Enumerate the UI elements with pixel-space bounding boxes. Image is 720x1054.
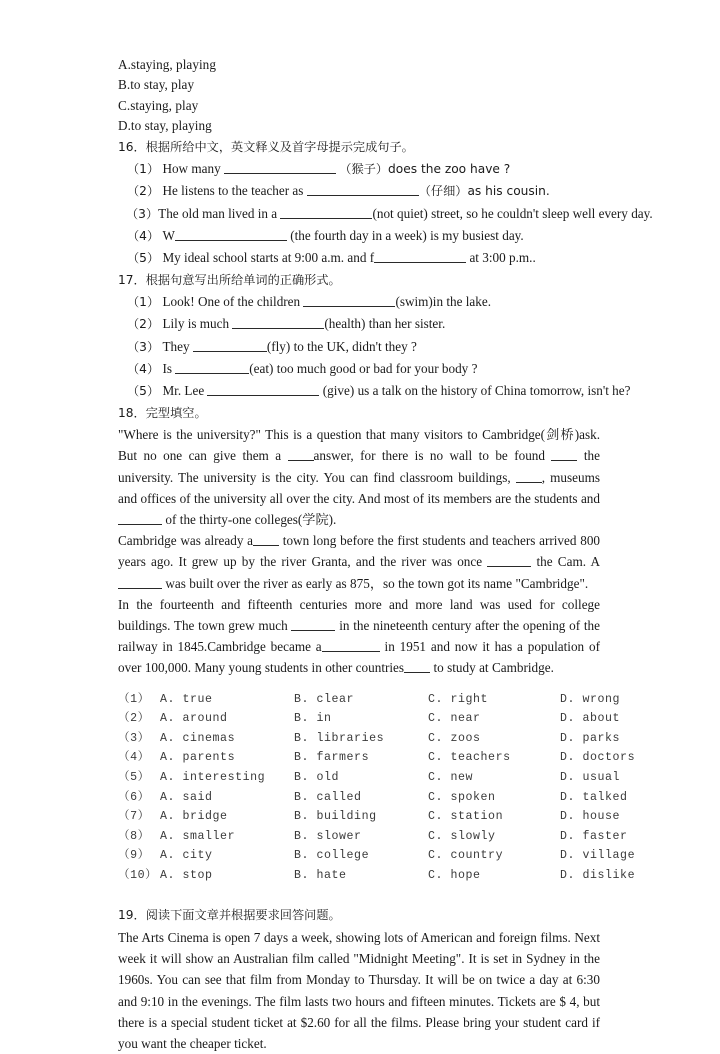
- choice-option-b[interactable]: B. college: [294, 849, 370, 863]
- choice-number: （3）: [118, 731, 150, 745]
- question-item: [118, 380, 631, 402]
- item-text-after: (not quiet) street, so he couldn't sleep well every day.: [372, 205, 653, 221]
- choice-option-a[interactable]: A. city: [160, 849, 213, 863]
- choice-number: （4）: [118, 751, 150, 765]
- choice-row: [118, 748, 636, 768]
- question-16-items: [118, 158, 653, 269]
- fill-in-blank: [288, 448, 314, 461]
- choice-option-c[interactable]: C. country: [428, 849, 504, 863]
- choice-number: （8）: [118, 829, 150, 843]
- item-text-after: （仔细）as his cousin.: [418, 184, 550, 199]
- item-text-after: (give) us a talk on the history of China tomorrow, isn't he?: [322, 383, 631, 399]
- choice-row: [118, 827, 628, 847]
- choice-option-d[interactable]: D. parks: [560, 731, 621, 745]
- item-number: （1）: [127, 295, 160, 310]
- item-text-before: Look! One of the children: [162, 294, 301, 310]
- choice-option-a[interactable]: A. stop: [160, 868, 213, 882]
- fill-in-blank: [175, 361, 249, 374]
- question-item: [118, 336, 600, 358]
- choice-row: [118, 768, 621, 788]
- fill-in-blank: [175, 228, 287, 241]
- question-item: [118, 313, 600, 335]
- choice-option-a[interactable]: A. smaller: [160, 829, 236, 843]
- choice-option-b[interactable]: B. clear: [294, 692, 355, 706]
- item-text-before: My ideal school starts at 9:00 a.m. and f: [162, 250, 375, 266]
- choice-number: （2）: [118, 712, 150, 726]
- fill-in-blank: [118, 575, 162, 588]
- cloze-paragraph-2: [118, 530, 600, 594]
- choice-row: [118, 709, 621, 729]
- choice-option-d[interactable]: D. doctors: [560, 751, 636, 765]
- mc-option: A.staying, playing: [118, 57, 216, 72]
- choice-row: [118, 729, 621, 749]
- choice-option-b[interactable]: B. called: [294, 790, 362, 804]
- choice-option-a[interactable]: A. cinemas: [160, 731, 236, 745]
- choice-option-b[interactable]: B. libraries: [294, 731, 385, 745]
- paragraph-text: in the nineteenth century after the opening of the railway in 1845.Cambridge became a: [118, 617, 600, 655]
- choice-number: （7）: [118, 810, 150, 824]
- choice-option-c[interactable]: C. hope: [428, 868, 481, 882]
- choice-option-c[interactable]: C. zoos: [428, 731, 481, 745]
- cloze-choices-grid: [118, 690, 636, 886]
- item-number: （4）: [127, 362, 160, 376]
- item-text-after: (swim)in the lake.: [395, 294, 492, 310]
- item-number: （3）: [127, 339, 160, 354]
- choice-option-d[interactable]: D. talked: [560, 790, 628, 804]
- question-item: [118, 225, 600, 247]
- document-body: [118, 55, 653, 1054]
- question-item: [118, 291, 600, 313]
- fill-in-blank: [280, 206, 372, 219]
- item-number: （2）: [127, 317, 160, 332]
- fill-in-blank: [232, 316, 324, 329]
- choice-option-b[interactable]: B. farmers: [294, 751, 370, 765]
- mc-option: B.to stay, play: [118, 77, 195, 93]
- item-text-before: The old man lived in a: [158, 205, 278, 221]
- choice-option-c[interactable]: C. right: [428, 692, 489, 706]
- item-number: （2）: [127, 184, 160, 199]
- item-number: （4）: [127, 229, 160, 244]
- paragraph-text: was built over the river as early as 875，so the town got its name "Cambridge".: [165, 575, 589, 591]
- item-text-before: W: [162, 228, 175, 244]
- choice-row: [118, 788, 628, 808]
- paragraph-text: the Cam. A: [536, 554, 600, 570]
- fill-in-blank: [404, 660, 430, 673]
- fill-in-blank: [374, 250, 466, 263]
- paragraph-text: of the thirty-one colleges(学院).: [165, 511, 337, 527]
- paragraph-text: town long before the first students and teachers arrived 800 years ago. It grew up by the river Granta, and the river was once: [118, 533, 601, 570]
- choice-option-c[interactable]: C. station: [428, 810, 504, 824]
- choice-option-b[interactable]: B. building: [294, 810, 377, 824]
- choice-option-a[interactable]: A. around: [160, 712, 228, 726]
- item-number: （3）: [126, 206, 159, 221]
- paragraph-text: answer, for there is no wall to be found: [313, 448, 545, 464]
- question-item: [118, 158, 600, 180]
- fill-in-blank: [207, 383, 319, 396]
- fill-in-blank: [551, 448, 577, 461]
- choice-option-d[interactable]: D. about: [560, 712, 621, 726]
- fill-in-blank: [224, 161, 336, 174]
- choice-option-c[interactable]: C. slowly: [428, 829, 496, 843]
- item-text-after: (fly) to the UK, didn't they ?: [266, 338, 417, 354]
- question-item: [118, 247, 600, 269]
- paragraph-text: in 1951 and now it has a population of over 100,000. Many young students in other countries: [118, 639, 600, 676]
- paragraph-text: Cambridge was already a: [118, 533, 254, 549]
- item-number: （5）: [127, 384, 160, 399]
- section-spacer: [118, 885, 600, 905]
- choice-option-b[interactable]: B. old: [294, 770, 340, 784]
- choice-option-c[interactable]: C. near: [428, 712, 481, 726]
- choice-row: [118, 690, 621, 710]
- item-text-after: (health) than her sister.: [324, 316, 446, 332]
- paragraph-text: "Where is the university?" This is a question that many visitors to Cambridge(剑桥)ask. But no one can give them a: [118, 427, 600, 464]
- paragraph-text: In the fourteenth and fifteenth centuries more and more land was used for college buildings. The town grew much: [118, 596, 600, 633]
- question-17-items: [118, 291, 631, 402]
- question-item: [118, 203, 653, 225]
- item-number: （1）: [127, 162, 160, 177]
- item-number: （5）: [127, 251, 160, 266]
- question-item: [118, 358, 600, 380]
- cloze-paragraph-1: [118, 424, 600, 530]
- choice-option-b[interactable]: B. hate: [294, 868, 347, 882]
- mc-options-group: [118, 55, 600, 137]
- fill-in-blank: [193, 339, 267, 352]
- item-text-before: How many: [162, 161, 221, 177]
- item-text-before: Mr. Lee: [162, 383, 205, 399]
- fill-in-blank: [516, 469, 542, 482]
- choice-option-a[interactable]: A. true: [160, 692, 213, 706]
- choice-row: [118, 807, 621, 827]
- choice-option-d[interactable]: D. faster: [560, 829, 628, 843]
- choice-row: [118, 866, 636, 886]
- fill-in-blank: [303, 294, 395, 307]
- mc-option: D.to stay, playing: [118, 118, 212, 134]
- question-17-heading: 17．根据句意写出所给单词的正确形式。: [118, 272, 341, 287]
- choice-option-d[interactable]: D. dislike: [560, 868, 636, 882]
- choice-option-c[interactable]: C. spoken: [428, 790, 496, 804]
- item-text-after: (the fourth day in a week) is my busiest day.: [290, 228, 524, 244]
- choice-option-b[interactable]: B. slower: [294, 829, 362, 843]
- choice-option-a[interactable]: A. bridge: [160, 810, 228, 824]
- choice-option-a[interactable]: A. parents: [160, 751, 236, 765]
- fill-in-blank: [487, 554, 531, 567]
- choice-option-a[interactable]: A. said: [160, 790, 213, 804]
- choice-number: （9）: [118, 849, 150, 863]
- choice-option-d[interactable]: D. village: [560, 849, 636, 863]
- choice-number: （1）: [118, 692, 150, 706]
- choice-number: （5）: [118, 770, 150, 784]
- fill-in-blank: [253, 533, 279, 546]
- fill-in-blank: [307, 183, 419, 196]
- item-text-before: They: [162, 338, 190, 354]
- cloze-paragraph-3: [118, 594, 600, 679]
- fill-in-blank: [322, 639, 380, 652]
- fill-in-blank: [291, 618, 335, 631]
- question-19-heading: 19．阅读下面文章并根据要求回答问题。: [118, 908, 341, 923]
- mc-option: C.staying, play: [118, 97, 199, 113]
- choice-option-c[interactable]: C. teachers: [428, 751, 511, 765]
- choice-option-d[interactable]: D. usual: [560, 770, 621, 784]
- item-text-before: Is: [162, 361, 172, 376]
- choice-option-d[interactable]: D. wrong: [560, 692, 621, 706]
- item-text-before: He listens to the teacher as: [162, 183, 304, 199]
- paragraph-text: to study at Cambridge.: [433, 660, 554, 676]
- item-text-before: Lily is much: [162, 316, 230, 332]
- choice-option-a[interactable]: A. interesting: [160, 770, 266, 784]
- fill-in-blank: [118, 512, 162, 525]
- choice-option-c[interactable]: C. new: [428, 770, 474, 784]
- item-text-after: （猴子）does the zoo have ?: [339, 162, 511, 177]
- reading-passage: The Arts Cinema is open 7 days a week, showing lots of American and foreign films. Next week it will show an Australian film called "Midnight Meeting". It is set in Sydney in the 1960s. You can see that film from Monday to Thursday. It will be on twice a day at 6:30 and 9:10 in the evenings. The film lasts two hours and fifteen minutes. Tickets are $ 4, but there is a special student ticket at $2.60 for all the films. Please bring your student card if you want the cheaper ticket.: [118, 929, 600, 1051]
- choice-option-b[interactable]: B. in: [294, 712, 332, 726]
- item-text-after: (eat) too much good or bad for your body ?: [249, 361, 478, 376]
- choice-number: （10）: [118, 868, 158, 882]
- paragraph-text: the university. The university is the city. You can find classroom buildings,: [118, 448, 600, 485]
- question-16-heading: 16．根据所给中文，英文释义及首字母提示完成句子。: [118, 139, 414, 154]
- choice-row: [118, 846, 636, 866]
- question-18-heading: 18．完型填空。: [118, 405, 207, 420]
- choice-number: （6）: [118, 790, 150, 804]
- item-text-after: at 3:00 p.m..: [469, 250, 536, 266]
- question-item: [118, 180, 600, 202]
- paragraph-text: , museums and offices of the university all over the city. And most of its members are the students and: [118, 469, 600, 506]
- choice-option-d[interactable]: D. house: [560, 810, 621, 824]
